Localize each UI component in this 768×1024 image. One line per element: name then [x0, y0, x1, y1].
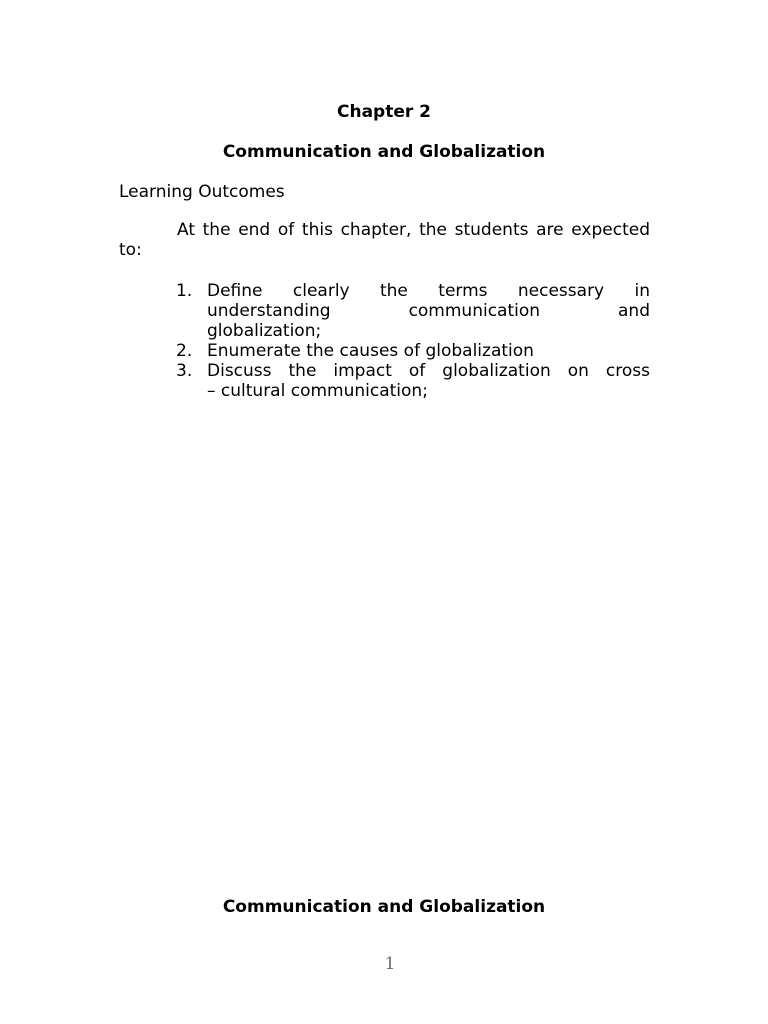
running-title: Communication and Globalization	[222, 897, 546, 917]
chapter-title: Communication and Globalization	[222, 142, 546, 162]
list-item-number: 1.	[176, 281, 193, 301]
list-item-text-line: Define clearly the terms necessary in understanding communication and	[207, 281, 650, 321]
list-item	[176, 341, 650, 361]
intro-paragraph: At the end of this chapter, the students are expected to:	[119, 220, 650, 260]
list-item-text	[207, 281, 650, 341]
page-number: 1	[384, 954, 396, 974]
list-item-number: 3.	[176, 361, 193, 381]
list-item	[176, 281, 650, 341]
chapter-label: Chapter 2	[336, 102, 431, 122]
list-item-text: Enumerate the causes of globalization	[207, 341, 534, 361]
list-item-text	[207, 361, 650, 401]
list-item-text-line: – cultural communication;	[207, 381, 428, 401]
list-item-text-line: Discuss the impact of globalization on cross	[207, 361, 650, 381]
list-item-number: 2.	[176, 341, 193, 361]
list-item-text-line: globalization;	[207, 321, 322, 341]
learning-outcomes-list	[176, 281, 650, 401]
section-heading: Learning Outcomes	[119, 182, 285, 202]
list-item	[176, 361, 650, 401]
